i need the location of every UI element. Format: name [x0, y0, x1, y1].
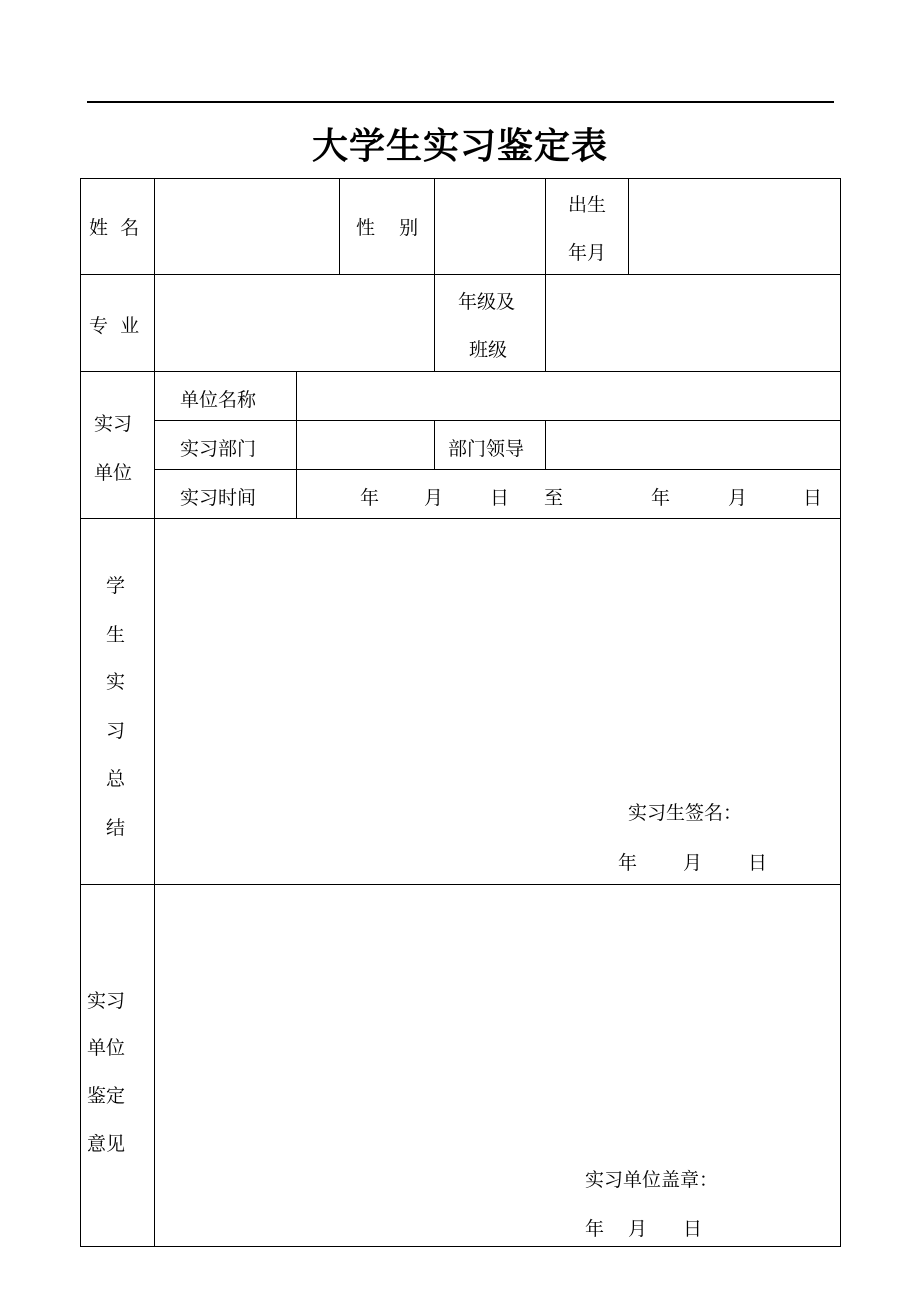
unit-seal-label: 实习单位盖章：	[585, 1169, 719, 1191]
start-month-label: 月	[424, 487, 444, 509]
summary-date-day: 日	[748, 852, 768, 874]
opinion-label-line: 单位	[87, 1037, 126, 1059]
student-signature-label: 实习生签名：	[628, 802, 743, 824]
summary-label-char: 学	[106, 575, 126, 597]
grade-label-line2: 班级	[469, 339, 508, 361]
summary-label-char: 生	[106, 624, 126, 646]
birth-field[interactable]	[629, 179, 840, 274]
opinion-label-line: 鉴定	[87, 1085, 126, 1107]
grade-class-field[interactable]	[546, 275, 840, 371]
start-day-label: 日	[490, 487, 510, 509]
row-divider	[154, 469, 841, 470]
time-label: 实习时间	[180, 487, 257, 509]
unit-name-label: 单位名称	[180, 389, 257, 411]
summary-label-char: 习	[106, 720, 126, 742]
opinion-date-day: 日	[683, 1218, 703, 1240]
name-field[interactable]	[155, 179, 339, 274]
summary-label-char: 结	[106, 817, 126, 839]
start-year-label: 年	[360, 487, 380, 509]
page-title: 大学生实习鉴定表	[311, 126, 608, 167]
unit-label-line2: 单位	[94, 462, 133, 484]
gender-label: 性 别	[356, 217, 419, 239]
opinion-date-month: 月	[628, 1218, 648, 1240]
end-day-label: 日	[803, 487, 823, 509]
summary-label-char: 实	[106, 671, 126, 693]
dept-label: 实习部门	[180, 438, 257, 460]
leader-label: 部门领导	[448, 438, 525, 460]
opinion-label-line: 实习	[87, 990, 126, 1012]
gender-field[interactable]	[435, 179, 545, 274]
header-rule	[87, 101, 834, 103]
col-divider	[434, 420, 435, 470]
grade-label-line1: 年级及	[458, 291, 516, 313]
summary-field[interactable]	[155, 519, 840, 884]
major-field[interactable]	[155, 275, 434, 371]
unit-label-line1: 实习	[94, 413, 133, 435]
summary-label-char: 总	[106, 768, 126, 790]
opinion-date-year: 年	[585, 1218, 605, 1240]
opinion-field[interactable]	[155, 885, 840, 1246]
birth-label-line2: 年月	[568, 242, 607, 264]
to-label: 至	[544, 487, 564, 509]
summary-date-year: 年	[618, 852, 638, 874]
end-month-label: 月	[728, 487, 748, 509]
unit-name-field[interactable]	[297, 372, 840, 420]
col-divider	[339, 178, 340, 275]
end-year-label: 年	[651, 487, 671, 509]
dept-field[interactable]	[297, 421, 434, 469]
major-label: 专 业	[89, 315, 140, 337]
opinion-label-line: 意见	[87, 1133, 126, 1155]
name-label: 姓 名	[89, 217, 140, 239]
birth-label-line1: 出生	[568, 194, 607, 216]
leader-field[interactable]	[546, 421, 840, 469]
summary-date-month: 月	[683, 852, 703, 874]
